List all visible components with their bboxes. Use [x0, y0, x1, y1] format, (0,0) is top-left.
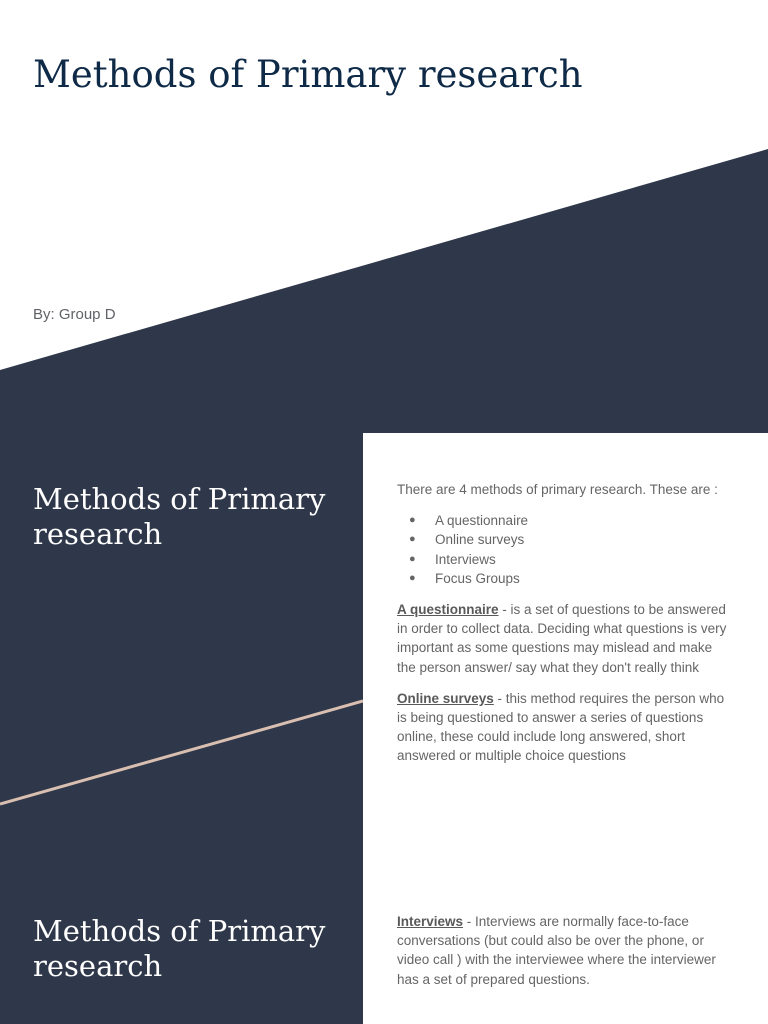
list-item-label: Online surveys: [435, 532, 525, 548]
interviews-slide: [0, 865, 768, 1024]
page-title: Methods of Primary research: [33, 53, 583, 96]
list-item-label: A questionnaire: [435, 513, 529, 529]
accent-line: [0, 701, 363, 804]
questionnaire-paragraph: [397, 600, 734, 677]
byline: By: Group D: [33, 306, 116, 323]
list-item-label: Interviews: [435, 551, 496, 567]
list-item: [397, 511, 734, 530]
list-item: [397, 569, 734, 588]
online-surveys-paragraph: [397, 689, 734, 766]
content-panel: [363, 433, 768, 865]
bullet-icon: ●: [409, 514, 416, 527]
list-item: [397, 550, 734, 569]
methods-list: [397, 511, 734, 588]
term-online-surveys: Online surveys: [397, 690, 494, 706]
online-surveys-description: - this method requires the person who is being questioned to answer a series of questions online, these could include long answered, short answered or multiple choice questions: [397, 690, 725, 764]
term-interviews: Interviews: [397, 914, 464, 929]
list-item: [397, 530, 734, 549]
slide-heading: Methods of Primary research: [33, 482, 326, 551]
content-panel: [363, 865, 768, 1024]
bullet-icon: ●: [409, 533, 416, 546]
interviews-description: - Interviews are normally face-to-face conversations (but could also be over the phone, or video call ) with the interviewee where the interviewer has a set of prepared questions.: [397, 914, 716, 987]
term-questionnaire: A questionnaire: [397, 602, 499, 618]
methods-slide: [0, 433, 768, 865]
title-slide: [0, 0, 768, 433]
intro-text: There are 4 methods of primary research. These are :: [397, 482, 718, 497]
questionnaire-description: - is a set of questions to be answered in order to collect data. Deciding what questions is very important as some questions may mislead and make the person answer/ say what they don't really think: [397, 602, 727, 675]
bullet-icon: ●: [409, 571, 416, 584]
list-item-label: Focus Groups: [435, 570, 520, 586]
bullet-icon: ●: [409, 552, 416, 565]
interviews-paragraph: [397, 912, 734, 989]
slide-heading: Methods of Primary research: [33, 914, 326, 983]
